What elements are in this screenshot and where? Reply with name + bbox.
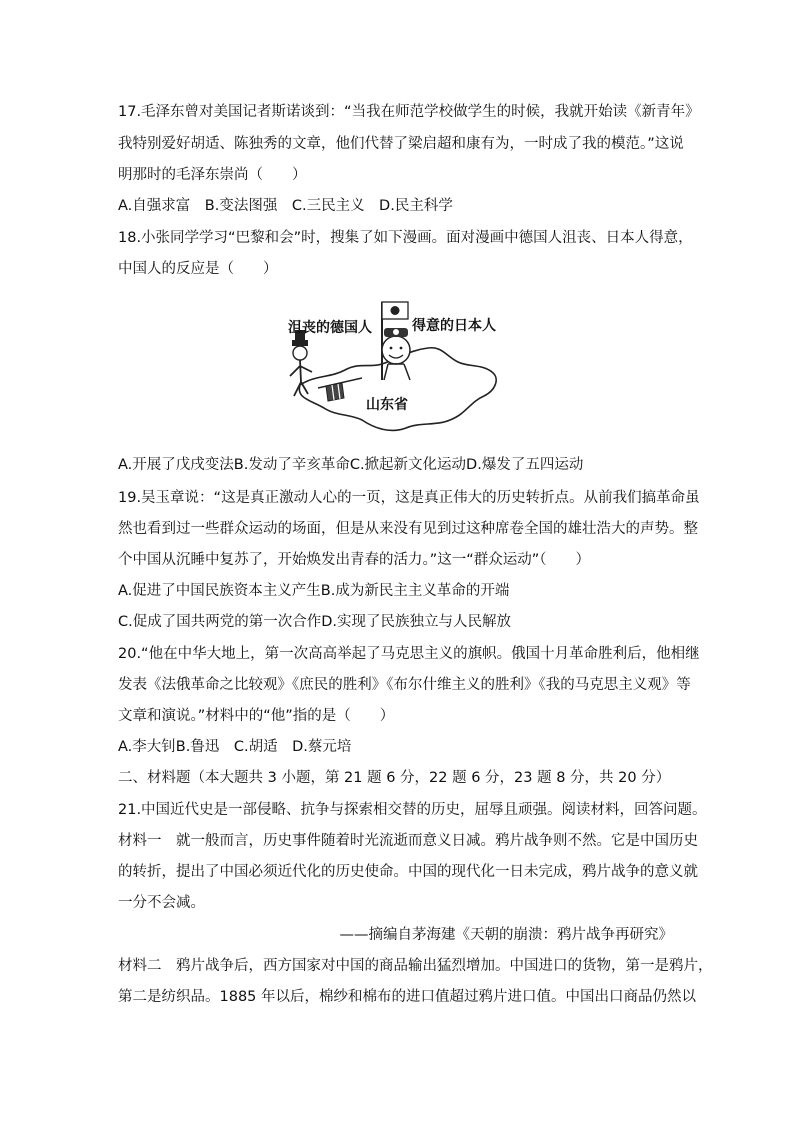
q20-text-line-2: 发表《法俄革命之比较观》《庶民的胜利》《布尔什维主义的胜利》《我的马克思主义观》等 bbox=[118, 677, 691, 693]
q17-text-line-2: 我特别爱好胡适、陈独秀的文章，他们代替了梁启超和康有为，一时成了我的模范。”这说 bbox=[118, 136, 684, 152]
q19-text-line-2: 然也看到过一些群众运动的场面，但是从来没有见到过这种席卷全国的雄壮浩大的声势。整 bbox=[118, 521, 698, 537]
q17-options: A.自强求富 B.变法图强 C.三民主义 D.民主科学 bbox=[118, 198, 453, 214]
q20-text-line-1: 20.“他在中华大地上，第一次高高举起了马克思主义的旗帜。俄国十月革命胜利后，他相继 bbox=[118, 646, 700, 662]
q18-text-line-1: 18.小张同学学习“巴黎和会”时，搜集了如下漫画。面对漫画中德国人沮丧、日本人得意， bbox=[118, 230, 693, 246]
q21-material-1-line-1: 材料一 就一般而言，历史事件随着时光流逝而意义日减。鸦片战争则不然。它是中国历史 bbox=[118, 833, 698, 849]
q17-text-line-3: 明那时的毛泽东崇尚（ ） bbox=[118, 167, 307, 183]
q19-text-line-3: 个中国从沉睡中复苏了，开始焕发出青春的活力。”这一“群众运动”（ ） bbox=[118, 552, 591, 568]
german-label: 沮丧的德国人 bbox=[288, 320, 372, 336]
japanese-label: 得意的日本人 bbox=[412, 318, 496, 334]
q21-material-1-line-3: 一分不会减。 bbox=[118, 895, 205, 911]
q21-intro: 21.中国近代史是一部侵略、抗争与探索相交替的历史，屈辱且顽强。阅读材料，回答问题。 bbox=[118, 802, 707, 818]
q17-text-line-1: 17.毛泽东曾对美国记者斯诺谈到：“当我在师范学校做学生的时候，我就开始读《新青年》 bbox=[118, 104, 700, 120]
japanese-flag-sun bbox=[391, 306, 400, 315]
q21-material-2-line-1: 材料二 鸦片战争后，西方国家对中国的商品输出猛烈增加。中国进口的货物，第一是鸦片， bbox=[118, 958, 713, 974]
q18-options: A.开展了戊戌变法B.发动了辛亥革命C.掀起新文化运动D.爆发了五四运动 bbox=[118, 457, 584, 473]
section-2-heading: 二、材料题（本大题共 3 小题，第 21 题 6 分，22 题 6 分，23 题 8 分，共 20 分） bbox=[118, 770, 671, 786]
q20-text-line-3: 文章和演说。”材料中的“他”指的是（ ） bbox=[118, 708, 395, 724]
q19-text-line-1: 19.吴玉章说：“这是真正激动人心的一页，这是真正伟大的历史转折点。从前我们搞革命虽 bbox=[118, 490, 700, 506]
q20-options: A.李大钊B.鲁迅 C.胡适 D.蔡元培 bbox=[118, 739, 352, 755]
q21-material-2-line-2: 第二是纺织品。1885 年以后，棉纱和棉布的进口值超过鸦片进口值。中国出口商品仍然以 bbox=[118, 989, 697, 1005]
q21-material-1-source: ——摘编自茅海建《天朝的崩溃：鸦片战争再研究》 bbox=[339, 927, 673, 943]
q19-options-ab: A.促进了中国民族资本主义产生B.成为新民主主义革命的开端 bbox=[118, 583, 510, 599]
province-label: 山东省 bbox=[366, 397, 408, 413]
paris-peace-conference-cartoon bbox=[270, 290, 520, 440]
q18-text-line-2: 中国人的反应是（ ） bbox=[118, 261, 278, 277]
q19-options-cd: C.促成了国共两党的第一次合作D.实现了民族独立与人民解放 bbox=[118, 614, 512, 630]
q21-material-1-line-2: 的转折，提出了中国必须近代化的历史使命。中国的现代化一日未完成，鸦片战争的意义就 bbox=[118, 864, 698, 880]
